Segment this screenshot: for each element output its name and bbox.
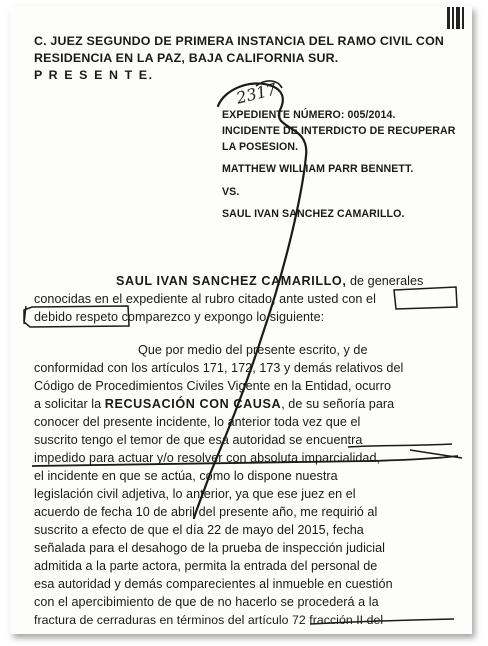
body-line-11: suscrito a efecto de que el día 22 de mayo del 2015, fecha (34, 523, 364, 537)
intro-line-3 (34, 310, 324, 324)
addressee-line-1: C. JUEZ SEGUNDO DE PRIMERA INSTANCIA DEL RAMO CIVIL CON (34, 34, 445, 48)
case-party-plaintiff: MATTHEW WILLIAM PARR BENNETT. (222, 163, 414, 175)
body-line-7: impedido para actuar y/o resolver con absoluta imparcialidad, (34, 451, 381, 465)
body-line-16: fractura de cerraduras en términos del artículo 72 fracción II del (34, 613, 384, 627)
body-line-12: señalada para el desahogo de la prueba de inspección judicial (34, 541, 386, 555)
document-page (10, 6, 472, 634)
intro-line-1 (116, 274, 423, 288)
intro-line-3-boxed: debido respeto (34, 310, 119, 324)
intro-line-2-text: conocidas en el expediente al rubro citado, ante usted (34, 292, 343, 306)
intro-name: SAUL IVAN SANCHEZ CAMARILLO, (116, 274, 347, 288)
scan-mark-icon (446, 6, 466, 32)
addressee-line-2: RESIDENCIA EN LA PAZ, BAJA CALIFORNIA SUR. (34, 51, 339, 65)
intro-line-2 (34, 292, 376, 306)
body-line-15: con el apercibimiento de que de no hacerlo se procederá a la (34, 595, 379, 609)
recusacion-bold: RECUSACIÓN CON CAUSA (104, 397, 282, 411)
body-line-14: esa autoridad y demás comparecientes al inmueble en cuestión (34, 577, 393, 591)
case-party-defendant: SAUL IVAN SANCHEZ CAMARILLO. (222, 208, 405, 220)
body-line-8: el incidente en que se actúa, como lo dispone nuestra (34, 469, 338, 483)
body-line-1: Que por medio del presente escrito, y de (138, 343, 368, 357)
body-line-6: suscrito tengo el temor de que esa autoridad se encuentra (34, 433, 363, 447)
body-line-10: acuerdo de fecha 10 de abril del presente año, me requirió al (34, 505, 378, 519)
body-line-4-c: , de su señoría para (281, 397, 395, 411)
body-line-4 (34, 397, 394, 411)
case-incidente-line-1: INCIDENTE DE INTERDICTO DE RECUPERAR (222, 125, 456, 137)
body-line-13: admitida a la parte actora, permita la entrada del personal de (34, 559, 378, 573)
body-line-4-a: a solicitar la (34, 397, 105, 411)
case-versus: VS. (222, 186, 240, 198)
body-line-9: legislación civil adjetiva, lo anterior, ya que ese juez en el (34, 487, 356, 501)
case-incidente-line-2: LA POSESION. (222, 141, 299, 153)
intro-line-3-text: comparezco y expongo lo siguiente: (118, 310, 325, 324)
body-line-2: conformidad con los artículos 171, 172, 173 y demás relativos del (34, 361, 404, 375)
intro-line-1-rest: de generales (346, 274, 424, 288)
addressee-line-3: P R E S E N T E. (34, 68, 154, 82)
underline-encuentra-icon (348, 444, 452, 447)
case-expediente: EXPEDIENTE NÚMERO: 005/2014. (222, 109, 396, 121)
box-con-el-icon (394, 287, 457, 309)
body-line-5: conocer del presente incidente, lo anterior toda vez que el (34, 415, 361, 429)
intro-line-2-boxed: con el (342, 292, 376, 306)
handwritten-stamp-number: 2317 (234, 79, 279, 108)
body-line-3: Código de Procedimientos Civiles Vigente en la Entidad, ocurro (34, 379, 392, 393)
